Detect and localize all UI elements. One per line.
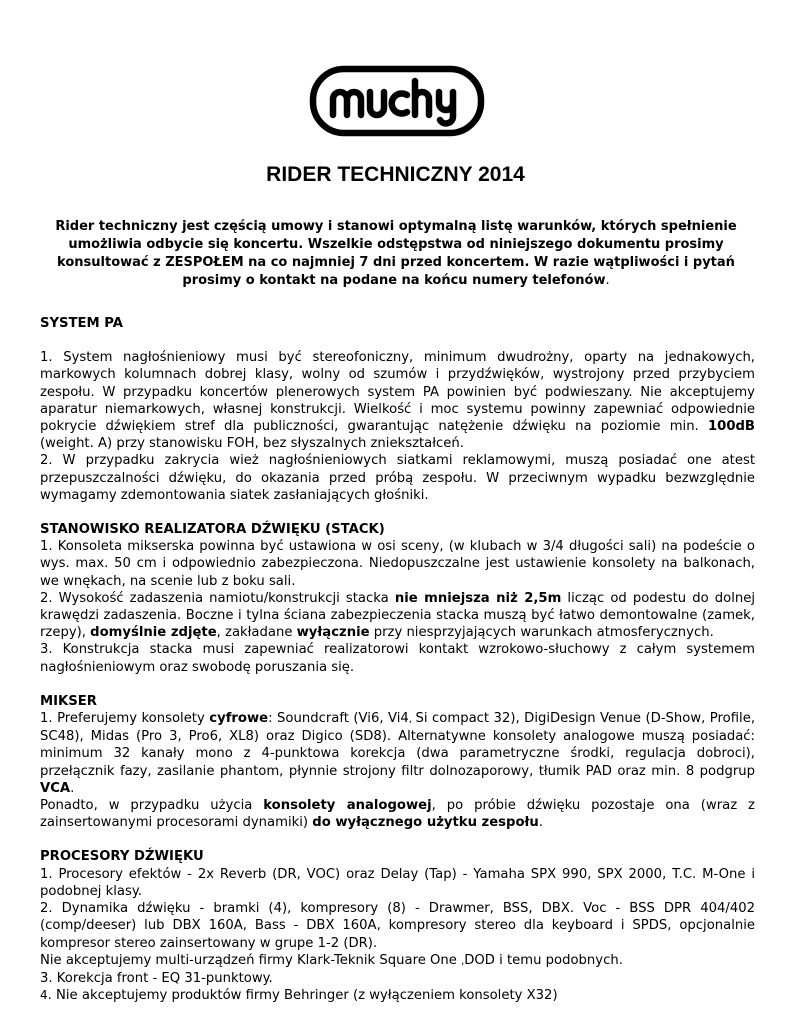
- intro-main: Rider techniczny jest częścią umowy i stanowi optymalną listę warunków, których spełnienie umożliwia odbycie się koncertu. Wszelkie odstępstwa od niniejszego dokumentu prosimy konsultować z ZESPOŁEM na co najmniej 7 dni przed koncertem. W razie wątpliwości i pytań prosimy o kontakt na podane na końcu numery telefonów: [55, 219, 737, 288]
- procesory-note: Nie akceptujemy multi-urządzeń firmy Klark-Teknik Square One ,DOD i temu podobnych.: [40, 952, 623, 968]
- stack-item-3: 3. Konstrukcja stacka musi zapewniać realizatorowi kontakt wzrokowo-słuchowy z całym systemem nagłośnieniowym oraz swobodę poruszania się.: [40, 642, 755, 675]
- muchy-logo-graphic: [309, 65, 485, 137]
- section-heading-procesory: PROCESORY DŹWIĘKU: [40, 849, 204, 865]
- stack-item-1: 1. Konsoleta mikserska powinna być ustawiona w osi sceny, (w klubach w 3/4 długości sali) na podeście o wys. max. 50 cm i odpowiednio zabezpieczona. Niedopuszczalne jest ustawienie konsolety na balkonach, we wnękach, na scenie lub z boku sali.: [40, 539, 755, 589]
- intro-paragraph: [40, 218, 752, 290]
- mikser-item-1: 1. Preferujemy konsolety cyfrowe: Soundcraft (Vi6, Vi4, Si compact 32), DigiDesign Venue (D-Show, Profile, SC48), Midas (Pro 3, Pro6, XL8) oraz Digico (SD8). Alternatywne konsolety analogowe muszą posiadać: minimum 32 kanały mono z 4-punktowa korekcja (dwa parametryczne środki, regulacja dobroci), przełącznik fazy, zasilanie phantom, płynnie strojony filtr dolnozaporowy, tłumik PAD oraz min. 8 podgrup VCA.: [40, 711, 756, 796]
- procesory-item-3: 3. Korekcja front - EQ 31-punktowy.: [40, 970, 273, 986]
- band-logo: [309, 65, 485, 137]
- procesory-item-4: 4. Nie akceptujemy produktów firmy Behringer (z wyłączeniem konsolety X32): [40, 988, 558, 1004]
- section-heading-system-pa: SYSTEM PA: [40, 316, 123, 331]
- intro-tail: .: [605, 273, 610, 288]
- section-heading-stack: STANOWISKO REALIZATORA DŹWIĘKU (STACK): [40, 522, 385, 538]
- page-title: RIDER TECHNICZNY 2014: [266, 163, 525, 186]
- system-pa-item-1: 1. System nagłośnieniowy musi być stereofoniczny, minimum dwudrożny, oparty na jednakowych, markowych kolumnach dobrej klasy, wolny od szumów i przydźwięków, wystrojony przed przybyciem zespołu. W przypadku koncertów plenerowych system PA powinien być podwieszany. Nie akceptujemy aparatur niemarkowych, własnej konstrukcji. Wielkość i moc systemu powinny zapewniać odpowiednie pokrycie dźwiękiem stref dla publiczności, gwarantując natężenie dźwięku na poziomie min. 100dB (weight. A) przy stanowisku FOH, bez słyszalnych zniekształceń.: [40, 350, 755, 452]
- system-pa-item-2: 2. W przypadku zakrycia wież nagłośnieniowych siatkami reklamowymi, muszą posiadać one atest przepuszczalności dźwięku, do okazania przed próbą zespołu. W przeciwnym wypadku bezwzględnie wymagamy zdemontowania siatek zasłaniających głośniki.: [40, 453, 755, 503]
- procesory-item-1: 1. Procesory efektów - 2x Reverb (DR, VOC) oraz Delay (Tap) - Yamaha SPX 990, SPX 2000, T.C. M-One i podobnej klasy.: [40, 866, 755, 899]
- logo-text: muchy: [397, 104, 404, 106]
- section-heading-mikser: MIKSER: [40, 693, 97, 709]
- stack-item-2: 2. Wysokość zadaszenia namiotu/konstrukcji stacka nie mniejsza niż 2,5m licząc od podestu do dolnej krawędzi zadaszenia. Boczne i tylna ściana zabezpieczenia stacka muszą być łatwo demontowalne (zamek, rzepy), domyślnie zdjęte, zakładane wyłącznie przy niesprzyjających warunkach atmosferycznych.: [40, 590, 755, 641]
- mikser-item-2: Ponadto, w przypadku użycia konsolety analogowej, po próbie dźwięku pozostaje ona (wraz z zainsertowanymi procesorami dynamiki) do wyłącznego użytku zespołu.: [40, 798, 755, 831]
- rider-content: [40, 315, 755, 1004]
- procesory-item-2: 2. Dynamika dźwięku - bramki (4), kompresory (8) - Drawmer, BSS, DBX. Voc - BSS DPR 404/402 (comp/deeser) lub DBX 160A, Bass - DBX 160A, kompresory stereo dla keyboard i SPDS, opcjonalnie kompresor stereo zainsertowany w grupe 1-2 (DR).: [40, 901, 755, 951]
